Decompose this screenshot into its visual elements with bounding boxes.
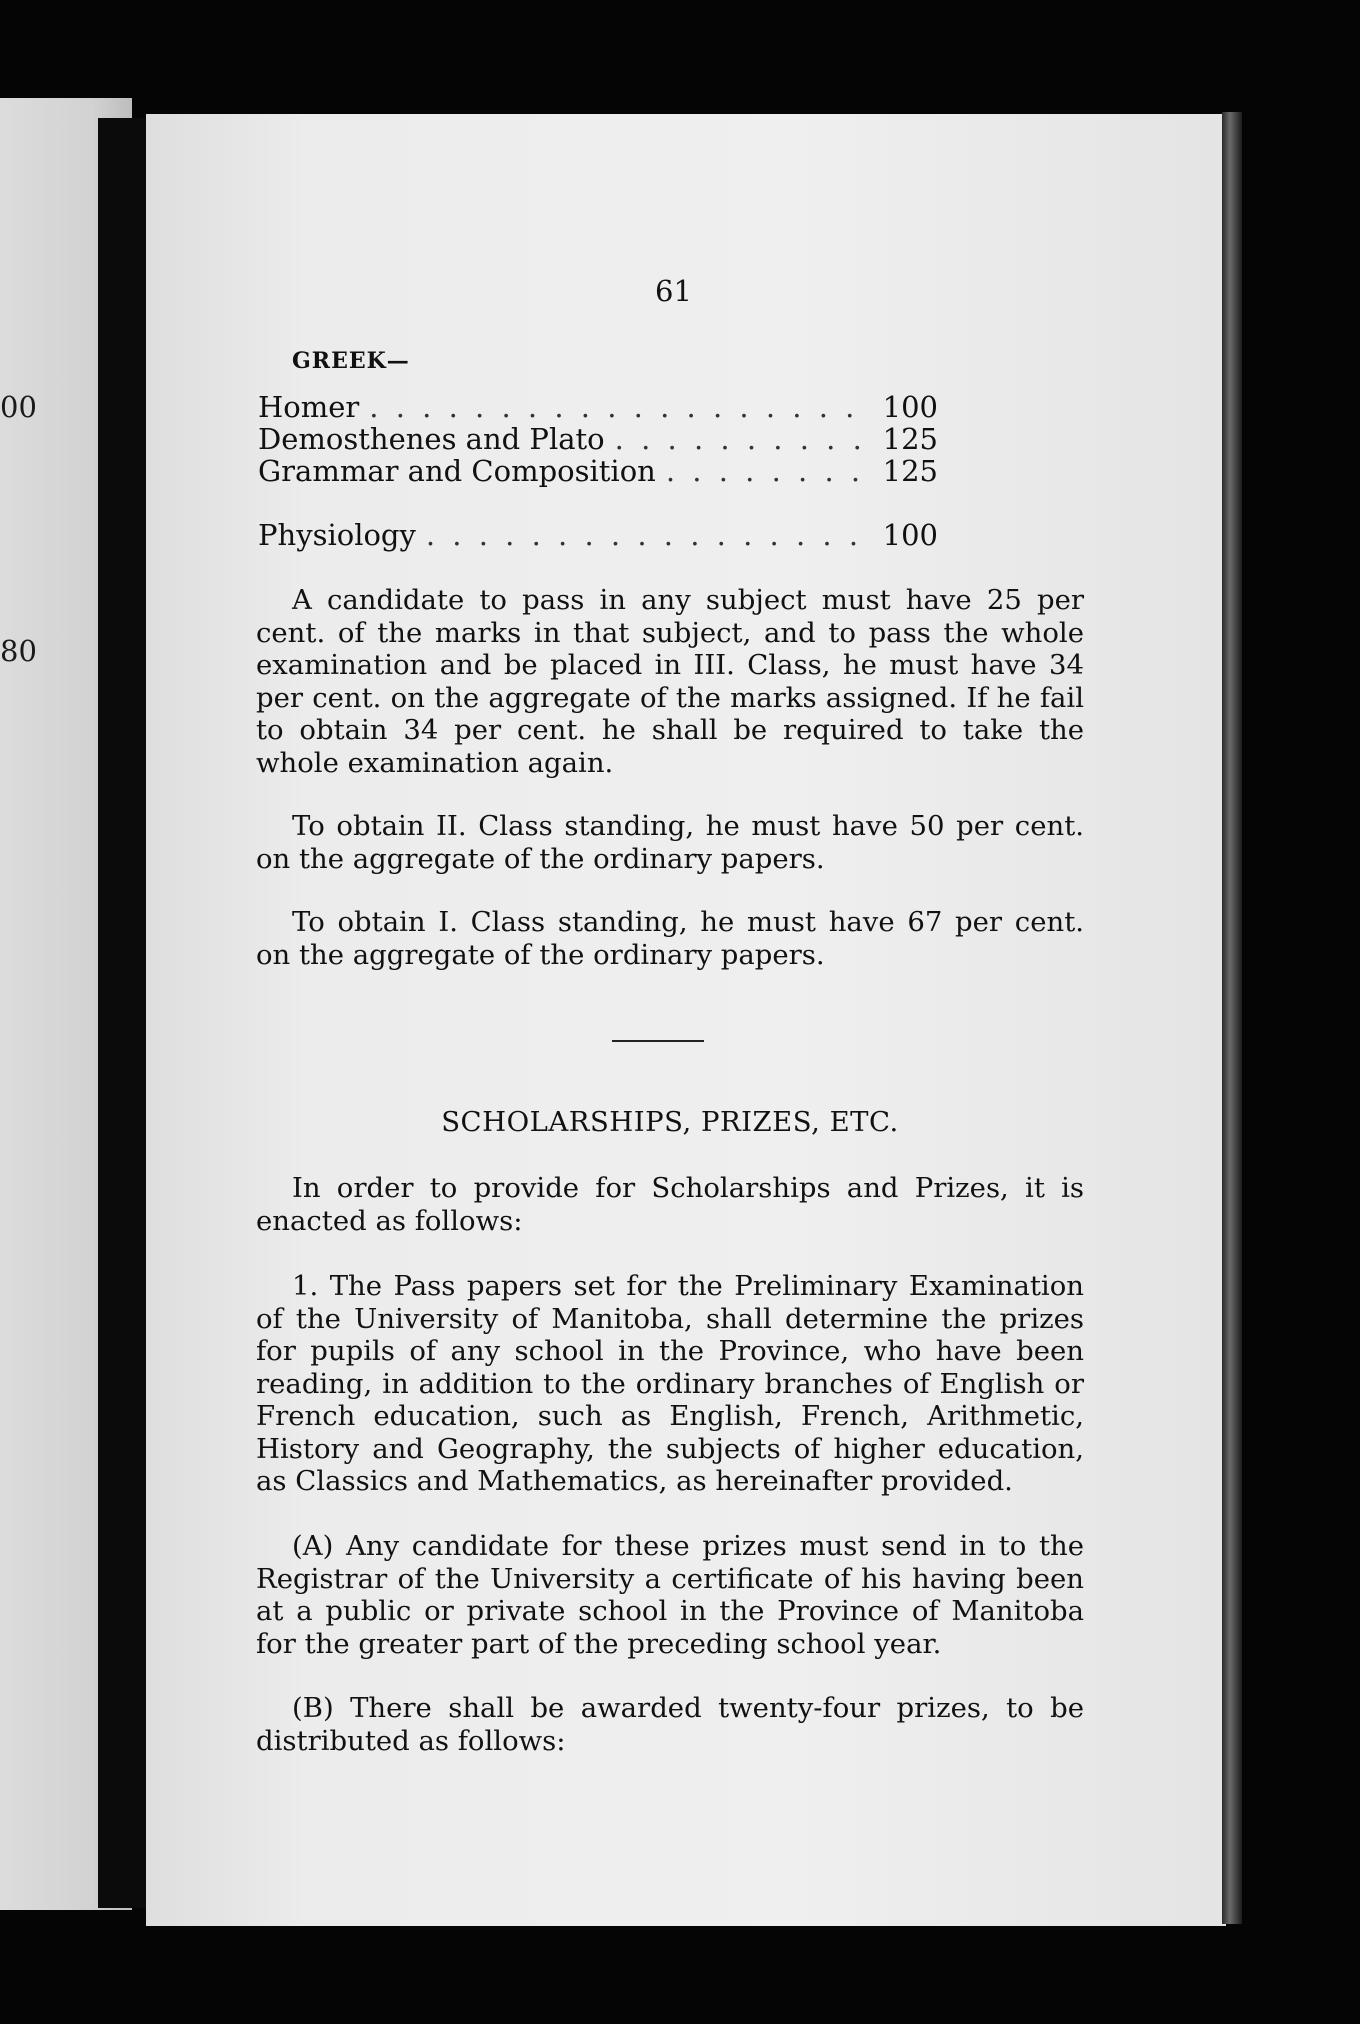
dot-leader	[426, 518, 872, 552]
marks-row-grammar	[258, 454, 938, 488]
left-page-number-1: 00	[0, 390, 37, 424]
marks-row-label: Physiology	[258, 518, 416, 552]
second-class-paragraph: To obtain II. Class standing, he must have 50 per cent. on the aggregate of the ordinary papers.	[256, 810, 1084, 875]
page-edge	[1222, 112, 1242, 1924]
marks-row-homer	[258, 390, 938, 424]
marks-row-label: Demosthenes and Plato	[258, 422, 605, 456]
clause-b-paragraph: (B) There shall be awarded twenty-four prizes, to be distributed as follows:	[256, 1692, 1084, 1757]
section-divider	[612, 1040, 704, 1042]
marks-row-value: 100	[882, 390, 938, 424]
marks-row-physiology	[258, 518, 938, 552]
left-page-number-2: 80	[0, 634, 37, 668]
clause-1-paragraph: 1. The Pass papers set for the Preliminary Examination of the University of Manitoba, shall determine the prizes for pupils of any school in the Province, who have been reading, in addition to the ordinary branches of English or French education, such as English, French, Arithmetic, History and Geography, the subjects of higher education, as Classics and Mathematics, as hereinafter provided.	[256, 1270, 1084, 1497]
page-number: 61	[655, 274, 692, 308]
marks-row-value: 125	[882, 454, 938, 488]
first-class-paragraph: To obtain I. Class standing, he must have 67 per cent. on the aggregate of the ordinary papers.	[256, 906, 1084, 971]
marks-row-value: 100	[882, 518, 938, 552]
scholarships-intro: In order to provide for Scholarships and Prizes, it is enacted as follows:	[256, 1172, 1084, 1237]
dot-leader	[666, 454, 872, 488]
marks-row-value: 125	[882, 422, 938, 456]
marks-row-label: Grammar and Composition	[258, 454, 656, 488]
dot-leader	[369, 390, 872, 424]
greek-heading: GREEK—	[292, 348, 410, 374]
marks-row-label: Homer	[258, 390, 360, 424]
marks-row-demosthenes	[258, 422, 938, 456]
scholarships-title: SCHOLARSHIPS, PRIZES, ETC.	[441, 1106, 899, 1138]
pass-rule-paragraph: A candidate to pass in any subject must have 25 per cent. of the marks in that subject, and to pass the whole examination and be placed in III. Class, he must have 34 per cent. on the aggregate of the marks assigned. If he fail to obtain 34 per cent. he shall be required to take the whole examination again.	[256, 584, 1084, 779]
clause-a-paragraph: (A) Any candidate for these prizes must send in to the Registrar of the University a certificate of his having been at a public or private school in the Province of Manitoba for the greater part of the preceding school year.	[256, 1530, 1084, 1660]
dot-leader	[615, 422, 872, 456]
